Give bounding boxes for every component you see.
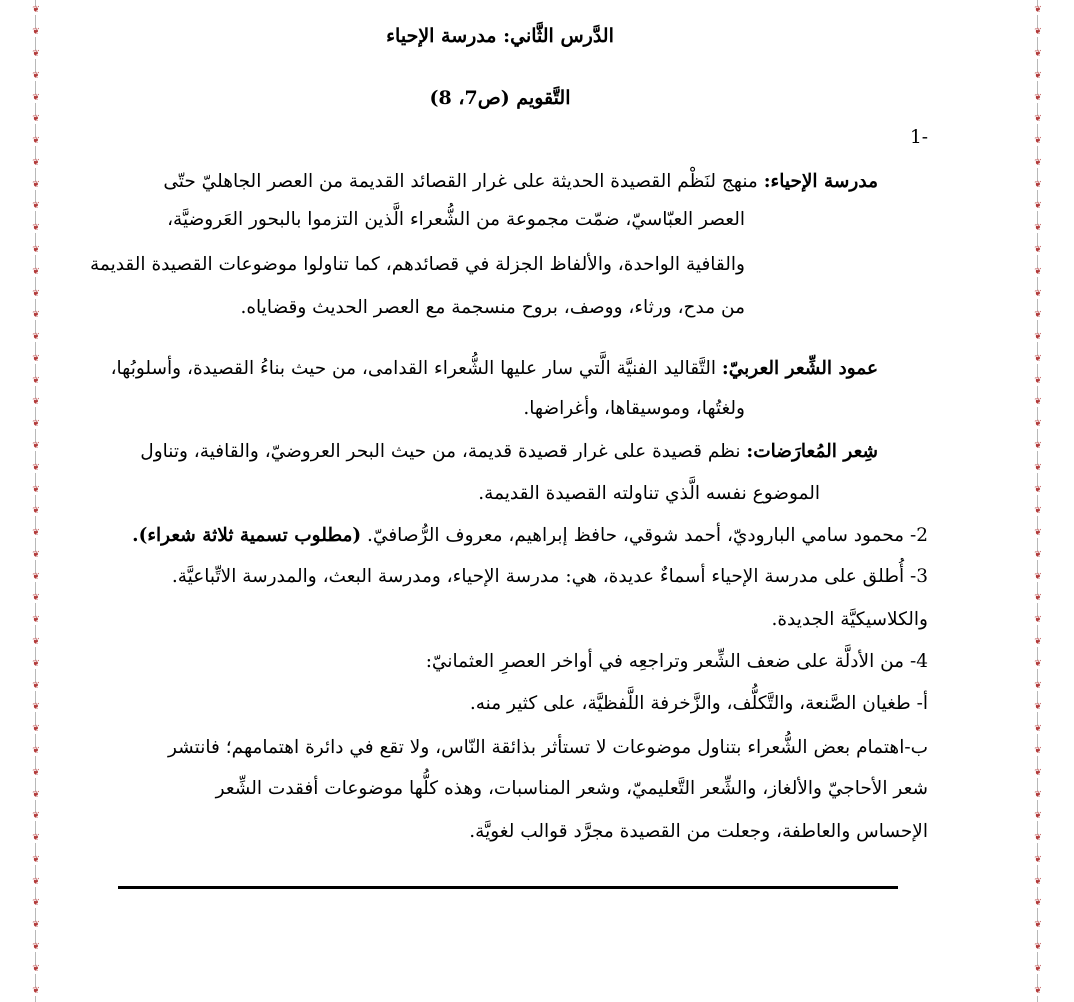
border-ornament-icon: ❦ <box>1034 310 1042 321</box>
evaluation-title: التَّقويم (ص7، 8) <box>429 87 571 109</box>
border-ornament-icon: ❦ <box>1034 767 1042 778</box>
border-ornament-icon: ❦ <box>32 702 40 713</box>
border-ornament-icon: ❦ <box>32 854 40 865</box>
right-border-line <box>1037 0 1038 1002</box>
border-ornament-icon: ❦ <box>32 462 40 473</box>
border-ornament-icon: ❦ <box>32 876 40 887</box>
border-ornament-icon: ❦ <box>1034 5 1042 16</box>
border-ornament-icon: ❦ <box>32 963 40 974</box>
definition-ihya-line-4: من مدح، ورثاء، ووصف، بروح منسجمة مع العصر الحديث وقضاياه. <box>240 297 745 318</box>
answer-2-note: (مطلوب تسمية ثلاثة شعراء). <box>132 525 362 546</box>
border-ornament-icon: ❦ <box>32 419 40 430</box>
border-ornament-icon: ❦ <box>32 941 40 952</box>
border-ornament-icon: ❦ <box>1034 244 1042 255</box>
border-ornament-icon: ❦ <box>32 92 40 103</box>
border-ornament-icon: ❦ <box>32 27 40 38</box>
border-ornament-icon: ❦ <box>1034 898 1042 909</box>
definition-muaradat-line-1 <box>140 440 878 464</box>
border-ornament-icon: ❦ <box>1034 571 1042 582</box>
border-ornament-icon: ❦ <box>1034 593 1042 604</box>
border-ornament-icon: ❦ <box>32 332 40 343</box>
border-ornament-icon: ❦ <box>1034 506 1042 517</box>
border-ornament-icon: ❦ <box>32 114 40 125</box>
border-ornament-icon: ❦ <box>1034 114 1042 125</box>
left-border-line <box>35 0 36 1002</box>
border-ornament-icon: ❦ <box>1034 680 1042 691</box>
border-ornament-icon: ❦ <box>32 571 40 582</box>
definition-ihya-line-1 <box>163 170 878 194</box>
border-ornament-icon: ❦ <box>1034 288 1042 299</box>
border-ornament-icon: ❦ <box>1034 441 1042 452</box>
border-ornament-icon: ❦ <box>1034 724 1042 735</box>
border-ornament-icon: ❦ <box>1034 658 1042 669</box>
border-ornament-icon: ❦ <box>32 745 40 756</box>
border-ornament-icon: ❦ <box>32 441 40 452</box>
border-ornament-icon: ❦ <box>32 353 40 364</box>
border-ornament-icon: ❦ <box>1034 266 1042 277</box>
border-ornament-icon: ❦ <box>32 985 40 996</box>
border-ornament-icon: ❦ <box>32 310 40 321</box>
border-ornament-icon: ❦ <box>32 179 40 190</box>
bottom-divider <box>118 886 898 889</box>
lesson-title: الدَّرس الثَّاني: مدرسة الإحياء <box>386 25 614 47</box>
answer-4-point-a: أ- طغيان الصَّنعة، والتَّكلُّف، والزَّخرفة اللَّفظيَّة، على كثير منه. <box>469 693 928 714</box>
answer-4-point-b-line-3: الإحساس والعاطفة، وجعلت من القصيدة مجرَّد قوالب لغويَّة. <box>469 821 928 842</box>
border-ornament-icon: ❦ <box>32 266 40 277</box>
border-ornament-icon: ❦ <box>1034 789 1042 800</box>
border-ornament-icon: ❦ <box>32 811 40 822</box>
border-ornament-icon: ❦ <box>1034 48 1042 59</box>
border-ornament-icon: ❦ <box>1034 157 1042 168</box>
border-ornament-icon: ❦ <box>32 767 40 778</box>
answer-4-intro: 4- من الأدلَّة على ضعف الشِّعر وتراجعِه في أواخر العصرِ العثمانيّ: <box>425 651 928 672</box>
border-ornament-icon: ❦ <box>1034 854 1042 865</box>
answer-4-point-b-line-2: شعر الأحاجيّ والألغاز، والشِّعر التَّعليميّ، وشعر المناسبات، وهذه كلُّها موضوعات أفقدت الشِّعر <box>215 778 928 799</box>
answer-4-point-b-line-1: ب-اهتمام بعض الشُّعراء بتناول موضوعات لا تستأثر بذائقة النّاس، ولا تقع في دائرة اهتمامهم؛ فانتشر <box>167 737 928 758</box>
definition-amud-line-2: ولغتُها، وموسيقاها، وأغراضها. <box>523 398 745 419</box>
border-ornament-icon: ❦ <box>32 637 40 648</box>
definition-ihya-line-2: العصر العبّاسيّ، ضمّت مجموعة من الشُّعراء الَّذين التزموا بالبحور العَروضيَّة، <box>167 209 745 230</box>
border-ornament-icon: ❦ <box>1034 462 1042 473</box>
border-ornament-icon: ❦ <box>1034 528 1042 539</box>
border-ornament-icon: ❦ <box>32 680 40 691</box>
border-ornament-icon: ❦ <box>1034 27 1042 38</box>
border-ornament-icon: ❦ <box>32 484 40 495</box>
border-ornament-icon: ❦ <box>32 136 40 147</box>
border-ornament-icon: ❦ <box>1034 92 1042 103</box>
border-ornament-icon: ❦ <box>1034 397 1042 408</box>
border-ornament-icon: ❦ <box>32 5 40 16</box>
border-ornament-icon: ❦ <box>1034 332 1042 343</box>
border-ornament-icon: ❦ <box>1034 833 1042 844</box>
border-ornament-icon: ❦ <box>32 157 40 168</box>
border-ornament-icon: ❦ <box>32 833 40 844</box>
right-page-border <box>1030 0 1046 1002</box>
border-ornament-icon: ❦ <box>1034 353 1042 364</box>
border-ornament-icon: ❦ <box>1034 811 1042 822</box>
border-ornament-icon: ❦ <box>32 506 40 517</box>
border-ornament-icon: ❦ <box>1034 920 1042 931</box>
border-ornament-icon: ❦ <box>1034 985 1042 996</box>
definition-ihya-line-3: والقافية الواحدة، والألفاظ الجزلة في قصائدهم، كما تناولوا موضوعات القصيدة القديمة <box>89 254 745 275</box>
border-ornament-icon: ❦ <box>1034 201 1042 212</box>
border-ornament-icon: ❦ <box>32 920 40 931</box>
border-ornament-icon: ❦ <box>1034 419 1042 430</box>
border-ornament-icon: ❦ <box>32 244 40 255</box>
definition-amud-line-1 <box>111 357 878 381</box>
border-ornament-icon: ❦ <box>1034 702 1042 713</box>
answer-3-line-1: 3- أُطلق على مدرسة الإحياء أسماءٌ عديدة، هي: مدرسة الإحياء، ومدرسة البعث، والمدرسة الاتِّباعيَّة. <box>171 566 928 587</box>
border-ornament-icon: ❦ <box>1034 941 1042 952</box>
definition-muaradat-term: شِعر المُعارَضات: <box>746 441 878 462</box>
border-ornament-icon: ❦ <box>1034 70 1042 81</box>
answer-2-text: 2- محمود سامي الباروديّ، أحمد شوقي، حافظ إبراهيم، معروف الرُّصافيّ. <box>361 525 928 546</box>
border-ornament-icon: ❦ <box>32 201 40 212</box>
definition-ihya-text: منهج لنَظْم القصيدة الحديثة على غرار القصائد القديمة من العصر الجاهليّ حتّى <box>163 171 764 192</box>
border-ornament-icon: ❦ <box>1034 136 1042 147</box>
definition-amud-text: التَّقاليد الفنيَّة الَّتي سار عليها الشُّعراء القدامى، من حيث بناءُ القصيدة، وأسلوبُها، <box>110 358 722 379</box>
definition-muaradat-line-2: الموضوع نفسه الَّذي تناولته القصيدة القديمة. <box>478 483 820 504</box>
definition-muaradat-text: نظم قصيدة على غرار قصيدة قديمة، من حيث البحر العروضيّ، والقافية، وتناول <box>140 441 747 462</box>
border-ornament-icon: ❦ <box>1034 223 1042 234</box>
border-ornament-icon: ❦ <box>32 898 40 909</box>
border-ornament-icon: ❦ <box>32 593 40 604</box>
border-ornament-icon: ❦ <box>32 615 40 626</box>
border-ornament-icon: ❦ <box>32 70 40 81</box>
border-ornament-icon: ❦ <box>1034 375 1042 386</box>
answer-3-line-2: والكلاسيكيَّة الجديدة. <box>771 609 928 630</box>
question-1-number: 1- <box>909 127 928 148</box>
border-ornament-icon: ❦ <box>1034 484 1042 495</box>
border-ornament-icon: ❦ <box>32 724 40 735</box>
border-ornament-icon: ❦ <box>1034 876 1042 887</box>
border-ornament-icon: ❦ <box>32 223 40 234</box>
left-page-border <box>28 0 44 1002</box>
border-ornament-icon: ❦ <box>32 397 40 408</box>
document-page <box>80 0 928 1002</box>
border-ornament-icon: ❦ <box>32 375 40 386</box>
border-ornament-icon: ❦ <box>1034 615 1042 626</box>
border-ornament-icon: ❦ <box>1034 745 1042 756</box>
border-ornament-icon: ❦ <box>32 528 40 539</box>
definition-ihya-term: مدرسة الإحياء: <box>763 171 878 192</box>
border-ornament-icon: ❦ <box>32 658 40 669</box>
border-ornament-icon: ❦ <box>1034 179 1042 190</box>
border-ornament-icon: ❦ <box>32 549 40 560</box>
border-ornament-icon: ❦ <box>1034 963 1042 974</box>
definition-amud-term: عمود الشِّعر العربيّ: <box>721 358 878 379</box>
border-ornament-icon: ❦ <box>32 288 40 299</box>
border-ornament-icon: ❦ <box>32 48 40 59</box>
border-ornament-icon: ❦ <box>32 789 40 800</box>
border-ornament-icon: ❦ <box>1034 549 1042 560</box>
border-ornament-icon: ❦ <box>1034 637 1042 648</box>
answer-2 <box>132 524 928 548</box>
